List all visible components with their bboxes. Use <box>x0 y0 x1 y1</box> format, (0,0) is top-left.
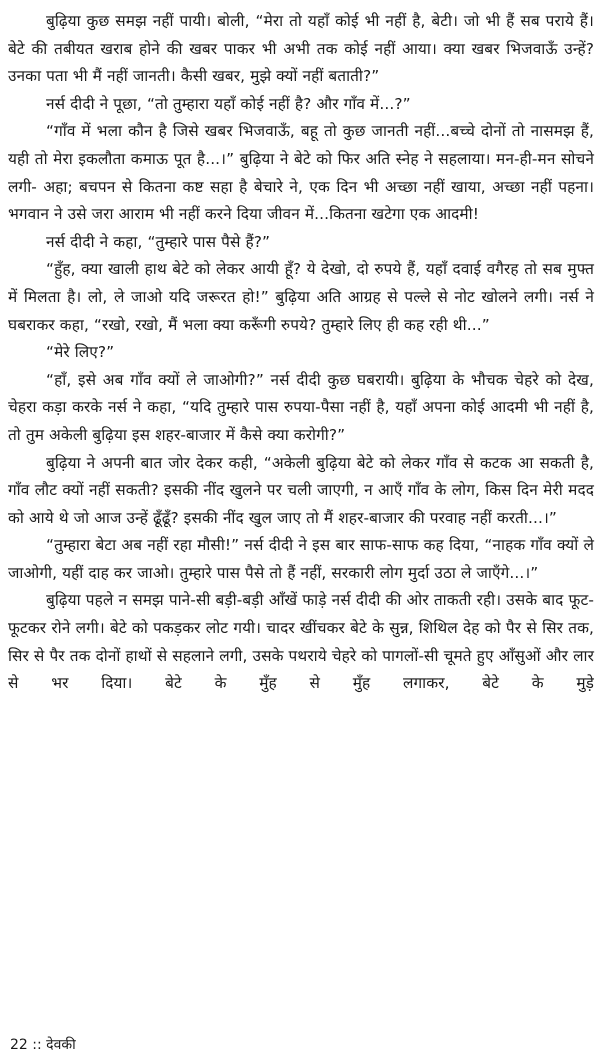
paragraph: बुढ़िया ने अपनी बात जोर देकर कही, “अकेली बुढ़िया बेटे को लेकर गाँव से कटक आ सकती है, गाँव लौट क्यों नहीं सकती? इसकी नींद खुलने पर चली जाएगी, न आएँ गाँव के लोग, किस दिन मेरी मदद को आये थे जो आज उन्हें ढूँढूँ? इसकी नींद खुल जाए तो मैं शहर-बाजार की परवाह नहीं करती...।” <box>8 453 594 527</box>
paragraph: “तुम्हारा बेटा अब नहीं रहा मौसी!” नर्स दीदी ने इस बार साफ-साफ कह दिया, “नाहक गाँव क्यों ले जाओगी, यहीं दाह कर जाओ। तुम्हारे पास पैसे तो हैं नहीं, सरकारी लोग मुर्दा उठा ले जाएँगे...।” <box>8 536 594 582</box>
paragraph: बुढ़िया पहले न समझ पाने-सी बड़ी-बड़ी आँखें फाड़े नर्स दीदी की ओर ताकती रही। उसके बाद फूट-फूटकर रोने लगी। बेटे को पकड़कर लोट गयी। चादर खींचकर बेटे के सुन्न, शिथिल देह को पैर से सिर तक, सिर से पैर तक दोनों हाथों से सहलाने लगी, उसके पथराये चेहरे को पागलों-सी चूमते हुए आँसुओं और लार से भर दिया। बेटे के मुँह से मुँह लगाकर, बेटे के मुड़े <box>8 591 594 693</box>
paragraph: नर्स दीदी ने पूछा, “तो तुम्हारा यहाँ कोई नहीं है? और गाँव में...?” <box>46 94 411 113</box>
paragraph: “मेरे लिए?” <box>46 343 115 362</box>
page-footer <box>10 1035 76 1055</box>
page-number-label: 22 :: देवकी <box>10 1037 76 1053</box>
paragraph: “हुँह, क्या खाली हाथ बेटे को लेकर आयी हूँ? ये देखो, दो रुपये हैं, यहाँ दवाई वगैरह तो सब मुफ्त में मिलता है। लो, ले जाओ यदि जरूरत हो!” बुढ़िया अति आग्रह से पल्ले से नोट खोलने लगी। नर्स ने घबराकर कहा, “रखो, रखो, मैं भला क्या करूँगी रुपये? तुम्हारे लिए ही कह रही थी...” <box>8 260 594 334</box>
paragraph: “हाँ, इसे अब गाँव क्यों ले जाओगी?” नर्स दीदी कुछ घबरायी। बुढ़िया के भौचक चेहरे को देख, चेहरा कड़ा करके नर्स ने कहा, “यदि तुम्हारे पास रुपया-पैसा नहीं है, यहाँ अपना कोई आदमी भी नहीं है, तो तुम अकेली बुढ़िया इस शहर-बाजार में कैसे क्या करोगी?” <box>8 370 594 444</box>
paragraph: नर्स दीदी ने कहा, “तुम्हारे पास पैसे हैं?” <box>46 232 271 251</box>
paragraph: “गाँव में भला कौन है जिसे खबर भिजवाऊँ, बहू तो कुछ जानती नहीं...बच्चे दोनों तो नासमझ हैं, यही तो मेरा इकलौता कमाऊ पूत है...।” बुढ़िया ने बेटे को फिर अति स्नेह ने सहलाया। मन-ही-मन सोचने लगी- अहा; बचपन से कितना कष्ट सहा है बेचारे ने, एक दिन भी अच्छा नहीं खाया, अच्छा नहीं पहना। भगवान ने उसे जरा आराम भी नहीं करने दिया जीवन में...कितना खटेगा एक आदमी! <box>8 122 594 224</box>
page-body <box>8 8 594 698</box>
paragraph: बुढ़िया कुछ समझ नहीं पायी। बोली, “मेरा तो यहाँ कोई भी नहीं है, बेटी। जो भी हैं सब पराये हैं। बेटे की तबीयत खराब होने की खबर पाकर भी अभी तक कोई नहीं आया। क्या खबर भिजवाऊँ उन्हें? उनका पता भी मैं नहीं जानती। कैसी खबर, मुझे क्यों नहीं बताती?” <box>8 12 594 86</box>
